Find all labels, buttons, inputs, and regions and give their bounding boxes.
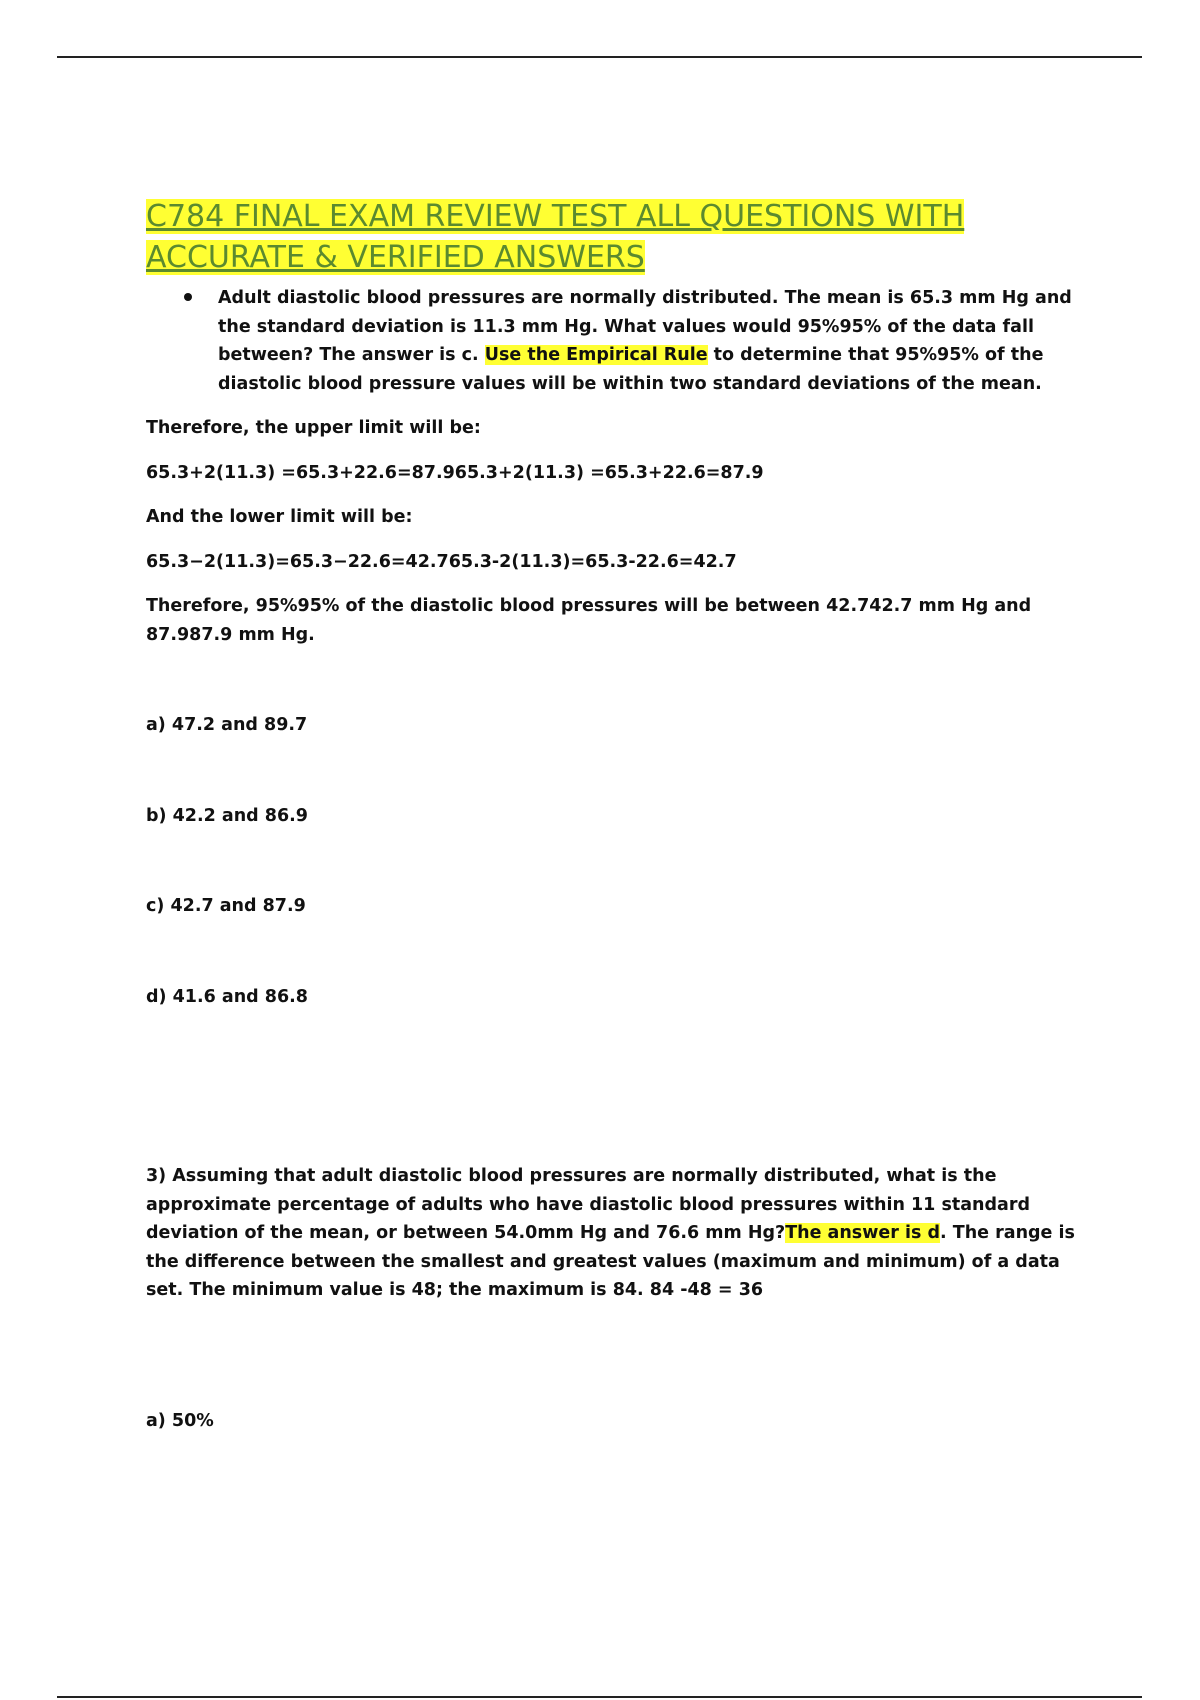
conclusion-text: Therefore, 95%95% of the diastolic blood pressures will be between 42.742.7 mm Hg and 87.987.9 mm Hg. (146, 596, 1032, 645)
title-line-2: ACCURATE & VERIFIED ANSWERS (146, 240, 645, 275)
lower-limit-calc: 65.3−2(11.3)=65.3−22.6=42.765.3-2(11.3)=65.3-22.6=42.7 (146, 551, 737, 572)
upper-limit-intro: Therefore, the upper limit will be: (146, 418, 481, 438)
question-3-text-a: 3) Assuming that adult diastolic blood pressures are normally distributed, what is the approximate percentage of adults who have diastolic blood pressures within 11 standard deviation of the mean, or between 54.0mm Hg and 76.6 mm Hg? (146, 1166, 1030, 1243)
lower-limit-intro: And the lower limit will be: (146, 507, 413, 527)
question-1-text-a: Adult diastolic blood pressures are normally distributed. The mean is 65.3 mm Hg and the standard deviation is 11.3 mm Hg. What values would 95%95% of the data fall between? The answer is c. (218, 288, 1072, 365)
option-a: a) 47.2 and 89.7 (146, 715, 308, 735)
title-line-1: C784 FINAL EXAM REVIEW TEST ALL QUESTIONS WITH (146, 199, 965, 234)
question-1-bullet (146, 284, 1086, 398)
question-3-text-b: . The range is the difference between the smallest and greatest values (maximum and minimum) of a data set. The minimum value is 48; the maximum is 84. 84 -48 = 36 (146, 1223, 1075, 1300)
question-3-option-a: a) 50% (146, 1410, 214, 1431)
upper-limit-calc: 65.3+2(11.3) =65.3+22.6=87.965.3+2(11.3) =65.3+22.6=87.9 (146, 462, 764, 483)
option-d: d) 41.6 and 86.8 (146, 986, 308, 1007)
question-1-highlight: Use the Empirical Rule (484, 345, 708, 365)
question-3-text (146, 1162, 1086, 1305)
header-rule (57, 56, 1142, 58)
option-b: b) 42.2 and 86.9 (146, 805, 308, 826)
bullet-icon (184, 293, 192, 301)
document-body (146, 196, 1086, 1435)
question-1-text (218, 284, 1086, 398)
question-3-highlight: The answer is d (785, 1223, 941, 1243)
question-1-text-b: to determine that 95%95% of the diastolic blood pressure values will be within two standard deviations of the mean. (218, 345, 1044, 394)
document-title (146, 196, 1086, 278)
option-c: c) 42.7 and 87.9 (146, 896, 306, 916)
footer-rule (57, 1696, 1142, 1698)
